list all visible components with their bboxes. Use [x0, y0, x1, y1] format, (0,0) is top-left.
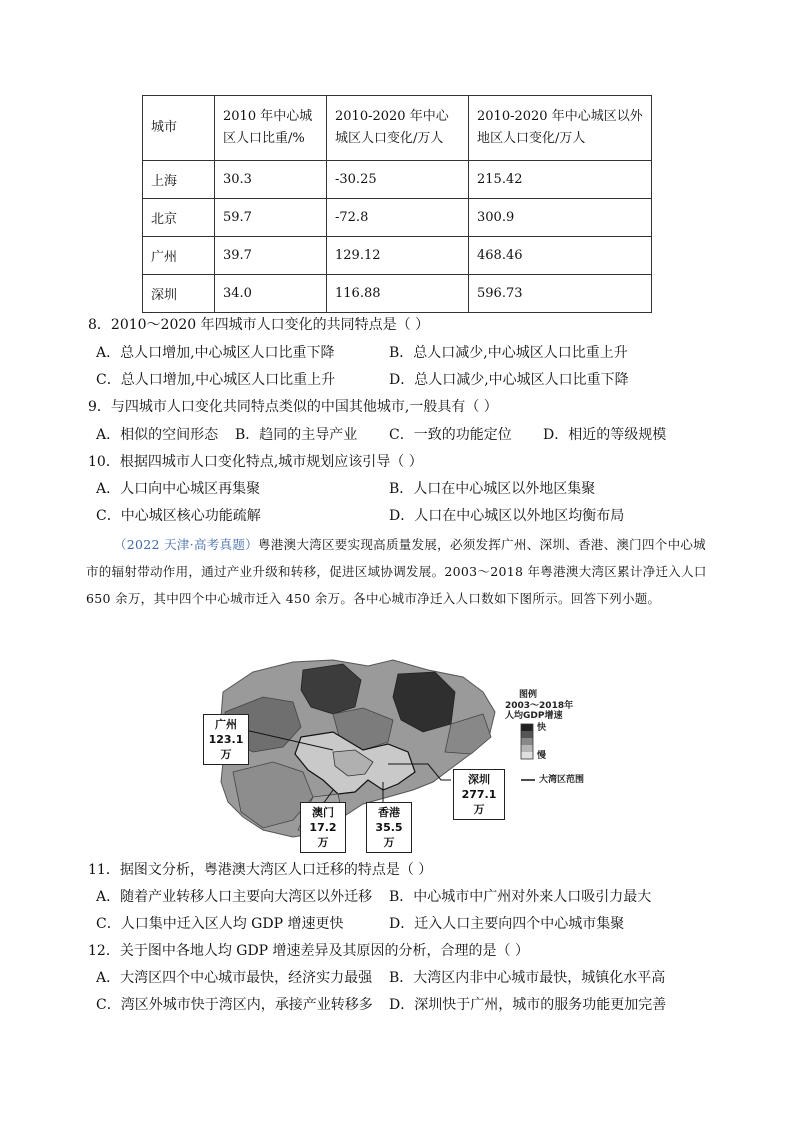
question-10-option-c[interactable]: C．中心城区核心功能疏解 — [96, 508, 261, 524]
callout-hongkong-value: 35.5万 — [375, 821, 403, 849]
legend-swatch — [521, 738, 533, 745]
question-9-option-c[interactable]: C．一致的功能定位 — [389, 427, 512, 443]
table-cell: 468.46 — [469, 237, 652, 275]
question-8-option-a[interactable]: A．总人口增加,中心城区人口比重下降 — [96, 345, 335, 361]
table-cell: 596.73 — [469, 275, 652, 313]
callout-hongkong — [366, 802, 412, 853]
question-11-option-c[interactable]: C．人口集中迁入区人均 GDP 增速更快 — [96, 916, 344, 932]
table-row — [143, 275, 652, 313]
callout-hongkong-name: 香港 — [378, 806, 400, 819]
question-12-option-d[interactable]: D．深圳快于广州，城市的服务功能更加完善 — [389, 997, 667, 1013]
table-cell: 34.0 — [215, 275, 327, 313]
question-10-option-d[interactable]: D．人口在中心城区以外地区均衡布局 — [389, 508, 625, 524]
table-cell: 30.3 — [215, 161, 327, 199]
question-11-stem: 11．据图文分析，粤港澳大湾区人口迁移的特点是（ ） — [88, 862, 433, 878]
legend-swatch — [521, 724, 533, 731]
table-cell: 300.9 — [469, 199, 652, 237]
question-10-stem: 10．根据四城市人口变化特点,城市规划应该引导（ ） — [88, 454, 423, 470]
legend-swatch — [521, 731, 533, 738]
population-table — [142, 95, 652, 313]
table-header-cell: 2010 年中心城区人口比重/% — [215, 96, 327, 161]
question-8-option-d[interactable]: D．总人口减少,中心城区人口比重下降 — [389, 372, 629, 388]
legend-title: 图例 — [519, 690, 538, 700]
callout-guangzhou-name: 广州 — [215, 718, 237, 731]
question-12-option-c[interactable]: C．湾区外城市快于湾区内，承接产业转移多 — [96, 997, 373, 1013]
callout-macau-value: 17.2万 — [309, 821, 337, 849]
table-row — [143, 199, 652, 237]
table-header-cell: 2010-2020 年中心城区以外地区人口变化/万人 — [469, 96, 652, 161]
table-cell: 129.12 — [327, 237, 469, 275]
callout-macau-name: 澳门 — [312, 806, 334, 819]
table-cell: -72.8 — [327, 199, 469, 237]
question-12-stem: 12．关于图中各地人均 GDP 增速差异及其原因的分析，合理的是（ ） — [88, 943, 529, 959]
table-header-cell: 城市 — [143, 96, 215, 161]
table-row — [143, 161, 652, 199]
question-12-option-b[interactable]: B．大湾区内非中心城市最快，城镇化水平高 — [389, 970, 666, 986]
table-header-row — [143, 96, 652, 161]
table-cell: 116.88 — [327, 275, 469, 313]
legend-slow-label: 慢 — [537, 751, 547, 761]
question-9-option-d[interactable]: D．相近的等级规模 — [543, 427, 667, 443]
material-intro — [86, 531, 716, 612]
legend-subtitle-years: 2003～2018年 — [505, 701, 574, 711]
callout-shenzhen-name: 深圳 — [468, 773, 490, 786]
question-10-option-a[interactable]: A．人口向中心城区再集聚 — [96, 481, 261, 497]
legend-subtitle-gdp: 人均GDP增速 — [505, 711, 563, 721]
question-9-option-a[interactable]: A．相似的空间形态 — [96, 427, 219, 443]
question-8-stem: 8．2010～2020 年四城市人口变化的共同特点是（ ） — [88, 317, 430, 333]
callout-macau — [300, 802, 346, 853]
intro-text: 粤港澳大湾区要实现高质量发展，必须发挥广州、深圳、香港、澳门四个中心城市的辐射带动作用，通过产业升级和转移，促进区域协调发展。2003～2018 年粤港澳大湾区累计净迁入人口 650 余万，其中四个中心城市迁入 450 余万。各中心城市净迁入人口数如下图所示。回答下列小题。 — [86, 537, 707, 606]
callout-guangzhou-value: 123.1万 — [208, 733, 244, 761]
question-9-option-b[interactable]: B．趋同的主导产业 — [235, 427, 358, 443]
table-cell: 215.42 — [469, 161, 652, 199]
question-11-option-b[interactable]: B．中心城市中广州对外来人口吸引力最大 — [389, 889, 652, 905]
question-8-option-b[interactable]: B．总人口减少,中心城区人口比重上升 — [389, 345, 628, 361]
legend-fast-label: 快 — [537, 723, 547, 733]
table-cell: 39.7 — [215, 237, 327, 275]
question-11-option-a[interactable]: A．随着产业转移人口主要向大湾区以外迁移 — [96, 889, 373, 905]
table-row — [143, 237, 652, 275]
question-10-option-b[interactable]: B．人口在中心城区以外地区集聚 — [389, 481, 596, 497]
callout-shenzhen — [453, 769, 505, 820]
table-cell: 北京 — [143, 199, 215, 237]
callout-guangzhou — [203, 714, 249, 765]
table-cell: 59.7 — [215, 199, 327, 237]
callout-shenzhen-value: 277.1万 — [461, 788, 497, 816]
question-8-option-c[interactable]: C．总人口增加,中心城区人口比重上升 — [96, 372, 336, 388]
table-header-cell: 2010-2020 年中心城区人口变化/万人 — [327, 96, 469, 161]
question-12-option-a[interactable]: A．大湾区四个中心城市最快，经济实力最强 — [96, 970, 373, 986]
question-11-option-d[interactable]: D．迁入人口主要向四个中心城市集聚 — [389, 916, 625, 932]
question-source: （2022 天津·高考真题） — [114, 537, 258, 552]
table-cell: 广州 — [143, 237, 215, 275]
legend-swatch — [521, 752, 533, 759]
table-cell: 深圳 — [143, 275, 215, 313]
table-cell: -30.25 — [327, 161, 469, 199]
bay-area-map — [183, 652, 603, 849]
question-9-stem: 9．与四城市人口变化共同特点类似的中国其他城市,一般具有（ ） — [88, 399, 498, 415]
legend-swatch — [521, 745, 533, 752]
table-cell: 上海 — [143, 161, 215, 199]
legend-bay-area-label: 大湾区范围 — [539, 775, 585, 785]
